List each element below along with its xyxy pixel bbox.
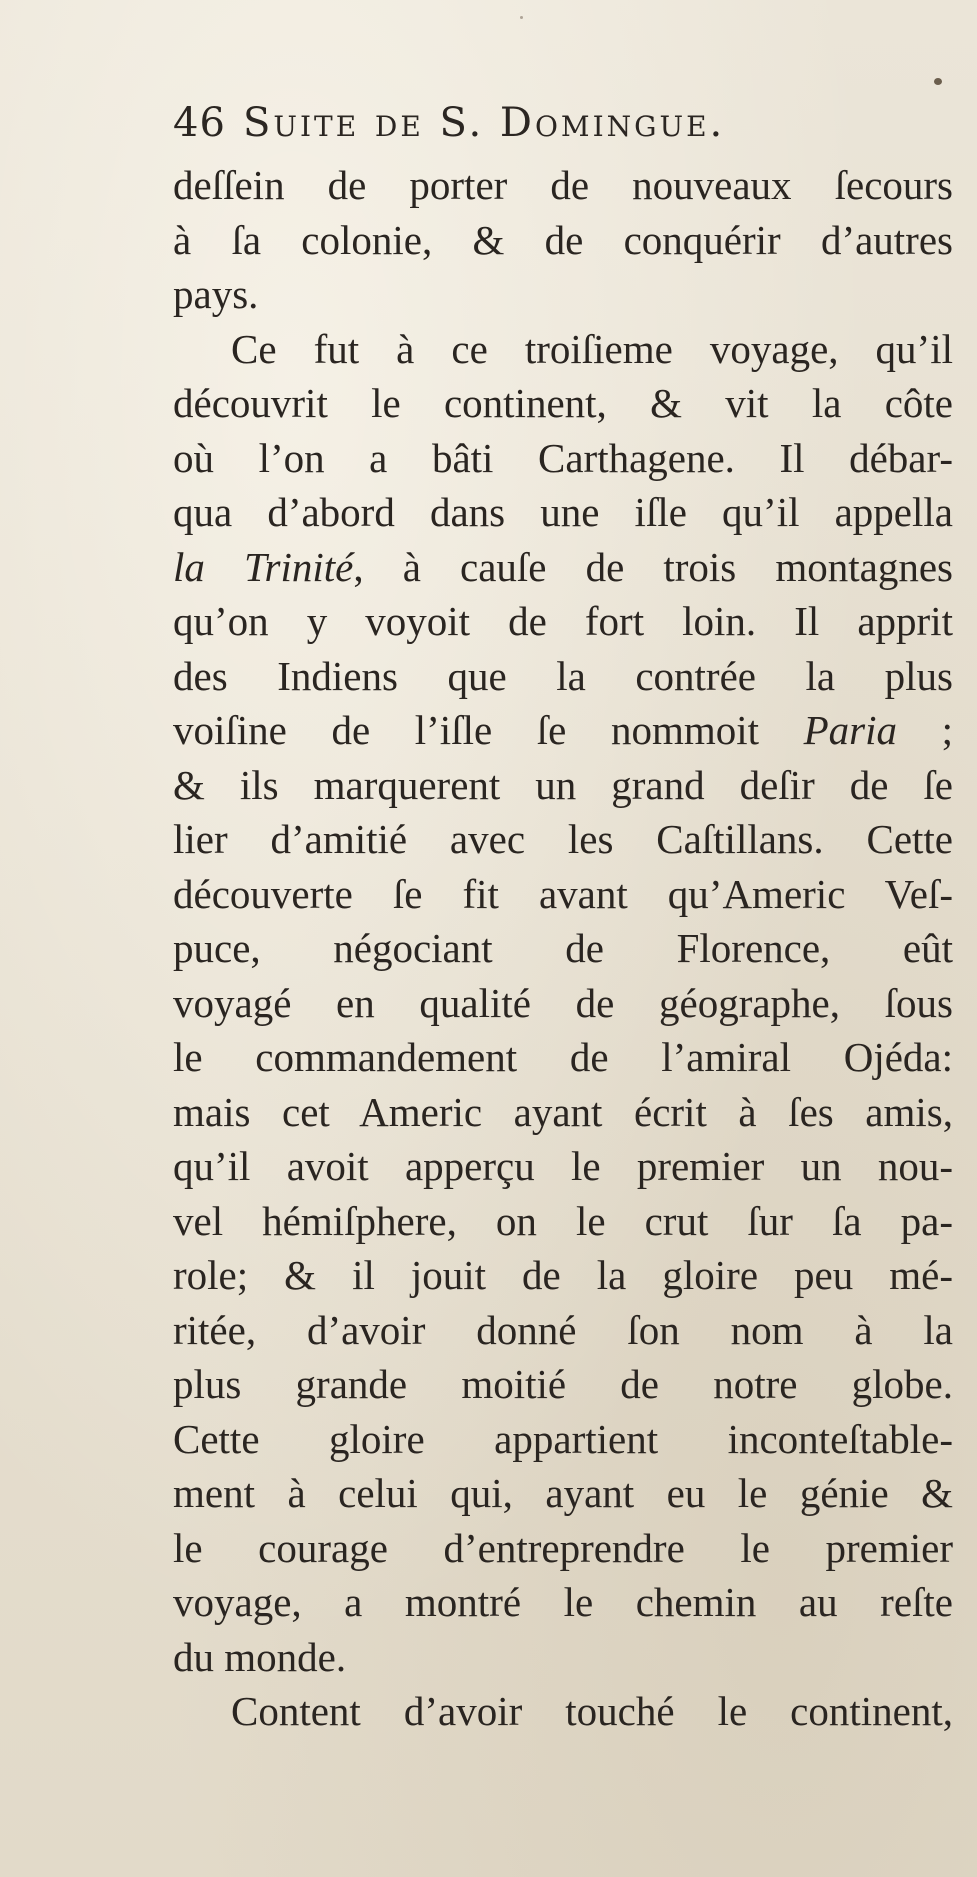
ink-spot (520, 16, 523, 19)
text-line: Content d’avoir touché le continent, (231, 1688, 953, 1734)
text-line: voyage, a montré le chemin au reſte (173, 1579, 953, 1625)
line-rest: , à cauſe de trois montagnes (353, 543, 953, 590)
text-line: plus grande moitié de notre globe. (173, 1361, 953, 1407)
ink-spot (934, 78, 942, 85)
text-line: deſſein de porter de nouveaux ſecours (173, 162, 953, 208)
running-head: Suite de S. Domingue. (243, 100, 726, 146)
text-line: qua d’abord dans une iſle qu’il appella (173, 489, 953, 535)
text-line (173, 540, 953, 595)
text-line: des Indiens que la contrée la plus (173, 652, 953, 699)
text-line: role; & il jouit de la gloire peu mé- (173, 1252, 953, 1298)
italic-place-name: la Trinité (173, 543, 354, 590)
text-line: ment à celui qui, ayant eu le génie & (173, 1470, 953, 1516)
text-line: pays. (173, 271, 259, 317)
body-text (173, 158, 953, 1739)
text-line (173, 703, 953, 758)
text-line: Cette gloire appartient inconteſtable- (173, 1415, 953, 1462)
text-line: du monde. (173, 1633, 347, 1680)
text-line: découverte ſe fit avant qu’Americ Veſ- (173, 870, 953, 917)
line-start: voiſine de l’iſle ſe nommoit (173, 707, 804, 753)
text-line: lier d’amitié avec les Caſtillans. Cette (173, 816, 953, 862)
text-line: qu’il avoit apperçu le premier un nou- (173, 1143, 953, 1189)
text-line: où l’on a bâti Carthagene. Il débar- (173, 434, 953, 481)
line-rest: ; (897, 707, 953, 753)
text-line: découvrit le continent, & vit la côte (173, 380, 953, 426)
page-header (173, 100, 953, 160)
text-line: & ils marquerent un grand deſir de ſe (173, 761, 953, 808)
page-number: 46 (173, 100, 226, 146)
text-line: voyagé en qualité de géographe, ſous (173, 979, 953, 1026)
text-line: vel hémiſphere, on le crut ſur ſa pa- (173, 1197, 953, 1244)
text-line: mais cet Americ ayant écrit à ſes amis, (173, 1088, 953, 1135)
text-line: à ſa colonie, & de conquérir d’autres (173, 216, 953, 263)
italic-place-name: Paria (803, 707, 897, 753)
text-line: Ce fut à ce troiſieme voyage, qu’il (231, 325, 953, 372)
text-line: qu’on y voyoit de fort loin. Il apprit (173, 598, 953, 644)
text-line: ritée, d’avoir donné ſon nom à la (173, 1306, 953, 1353)
text-line: puce, négociant de Florence, eût (173, 925, 953, 971)
text-line: le commandement de l’amiral Ojéda: (173, 1034, 953, 1080)
text-line: le courage d’entreprendre le premier (173, 1524, 953, 1571)
